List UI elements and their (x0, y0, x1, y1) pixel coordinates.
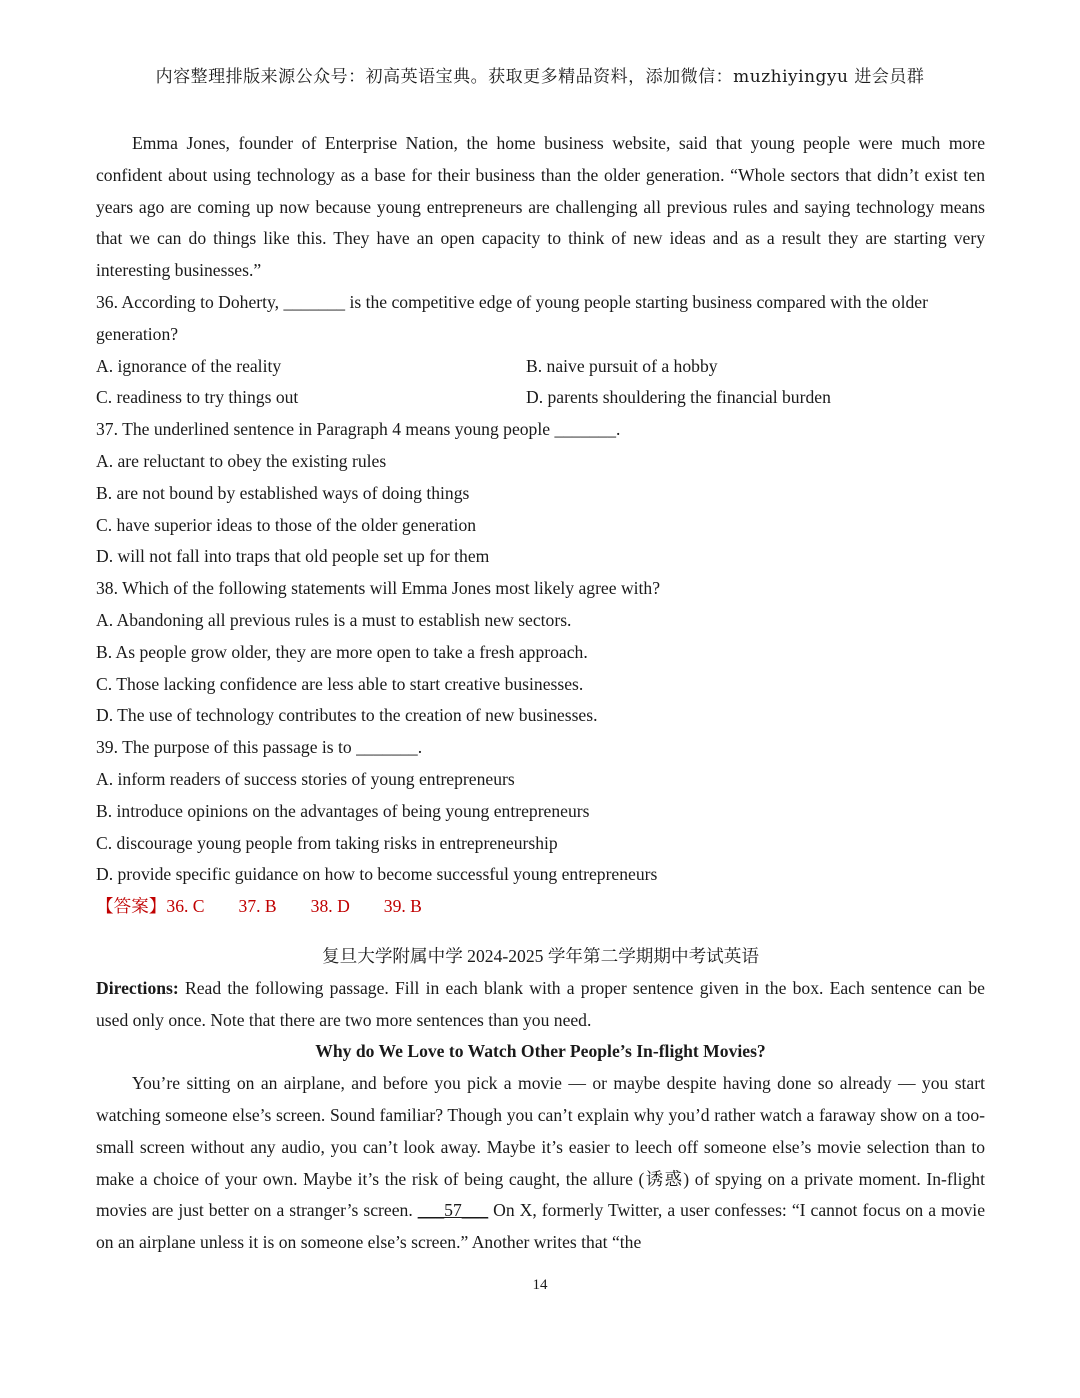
directions (96, 973, 985, 1037)
question-38-option-c: C. Those lacking confidence are less able to start creative businesses. (96, 673, 584, 694)
directions-label: Directions: (96, 977, 179, 998)
question-37-option-c: C. have superior ideas to those of the older generation (96, 514, 477, 535)
answer-37: 37. B (238, 896, 277, 917)
question-36-option-c: C. readiness to try things out (96, 387, 299, 408)
directions-text: Read the following passage. Fill in each blank with a proper sentence given in the box. Each sentence can be used only once. Note that there are two more sentences than you need. (96, 977, 985, 1030)
answer-36: 36. C (166, 896, 205, 917)
answer-38: 38. D (310, 896, 350, 917)
question-39-option-b: B. introduce opinions on the advantages of being young entrepreneurs (96, 800, 590, 821)
question-38-option-a: A. Abandoning all previous rules is a must to establish new sectors. (96, 609, 572, 630)
answer-label: 【答案】 (96, 896, 167, 917)
passage-paragraph (96, 1068, 985, 1259)
question-38-option-d: D. The use of technology contributes to the creation of new businesses. (96, 705, 598, 726)
question-36-option-b: B. naive pursuit of a hobby (526, 355, 718, 376)
passage-title: Why do We Love to Watch Other People’s In-flight Movies? (315, 1041, 766, 1062)
blank-57: ___57___ (417, 1200, 489, 1221)
question-36-option-a: A. ignorance of the reality (96, 355, 282, 376)
question-39-option-d: D. provide specific guidance on how to become successful young entrepreneurs (96, 864, 658, 885)
question-36-options-row-2 (96, 382, 985, 414)
question-39-option-a: A. inform readers of success stories of young entrepreneurs (96, 768, 515, 789)
question-36-option-d: D. parents shouldering the financial burden (526, 387, 831, 408)
answer-39: 39. B (383, 896, 422, 917)
question-37-option-b: B. are not bound by established ways of doing things (96, 482, 470, 503)
page-content (96, 128, 985, 1259)
question-39-option-c: C. discourage young people from taking risks in entrepreneurship (96, 832, 558, 853)
question-37-stem: 37. The underlined sentence in Paragraph 4 means young people _______. (96, 419, 621, 440)
paragraph-emma-jones: Emma Jones, founder of Enterprise Nation, the home business website, said that young people were much more confident about using technology as a base for their business than the older generation. “Whole sectors that didn’t exist ten years ago are coming up now because young entrepreneurs are challenging all previous rules and saying technology means that we can do things like this. They have an open capacity to think of new ideas and as a result they are starting very interesting businesses.” (96, 133, 985, 281)
question-38-option-b: B. As people grow older, they are more open to take a fresh approach. (96, 641, 588, 662)
passage-text-part-2: On X, formerly Twitter, a user confesses: “I cannot focus on a movie on an airplane unless it is on someone else’s screen.” Another writes that “the (96, 1200, 985, 1253)
question-36-options-row-1 (96, 351, 985, 383)
question-39-stem: 39. The purpose of this passage is to _______. (96, 737, 423, 758)
passage-text-part-1: You’re sitting on an airplane, and before you pick a movie — or maybe despite having done so already — you start watching someone else’s screen. Sound familiar? Though you can’t explain why you’d rather watch a faraway show on a too-small screen without any audio, you can’t look away. Maybe it’s easier to leech off someone else’s movie selection than to make a choice of your own. Maybe it’s the risk of being caught, the allure (诱惑) of spying on a private moment. In-flight movies are just better on a stranger’s screen. (96, 1073, 985, 1221)
answer-key (96, 891, 985, 923)
question-37-option-a: A. are reluctant to obey the existing rules (96, 450, 387, 471)
section-title: 复旦大学附属中学 2024-2025 学年第二学期期中考试英语 (322, 945, 759, 966)
question-37-option-d: D. will not fall into traps that old people set up for them (96, 546, 490, 567)
question-38-stem: 38. Which of the following statements will Emma Jones most likely agree with? (96, 578, 661, 599)
page-header: 内容整理排版来源公众号：初高英语宝典。获取更多精品资料，添加微信：muzhiyingyu 进会员群 (155, 67, 925, 87)
question-36-stem: 36. According to Doherty, _______ is the competitive edge of young people starting business compared with the older generation? (96, 291, 928, 344)
page-number: 14 (532, 1277, 548, 1293)
